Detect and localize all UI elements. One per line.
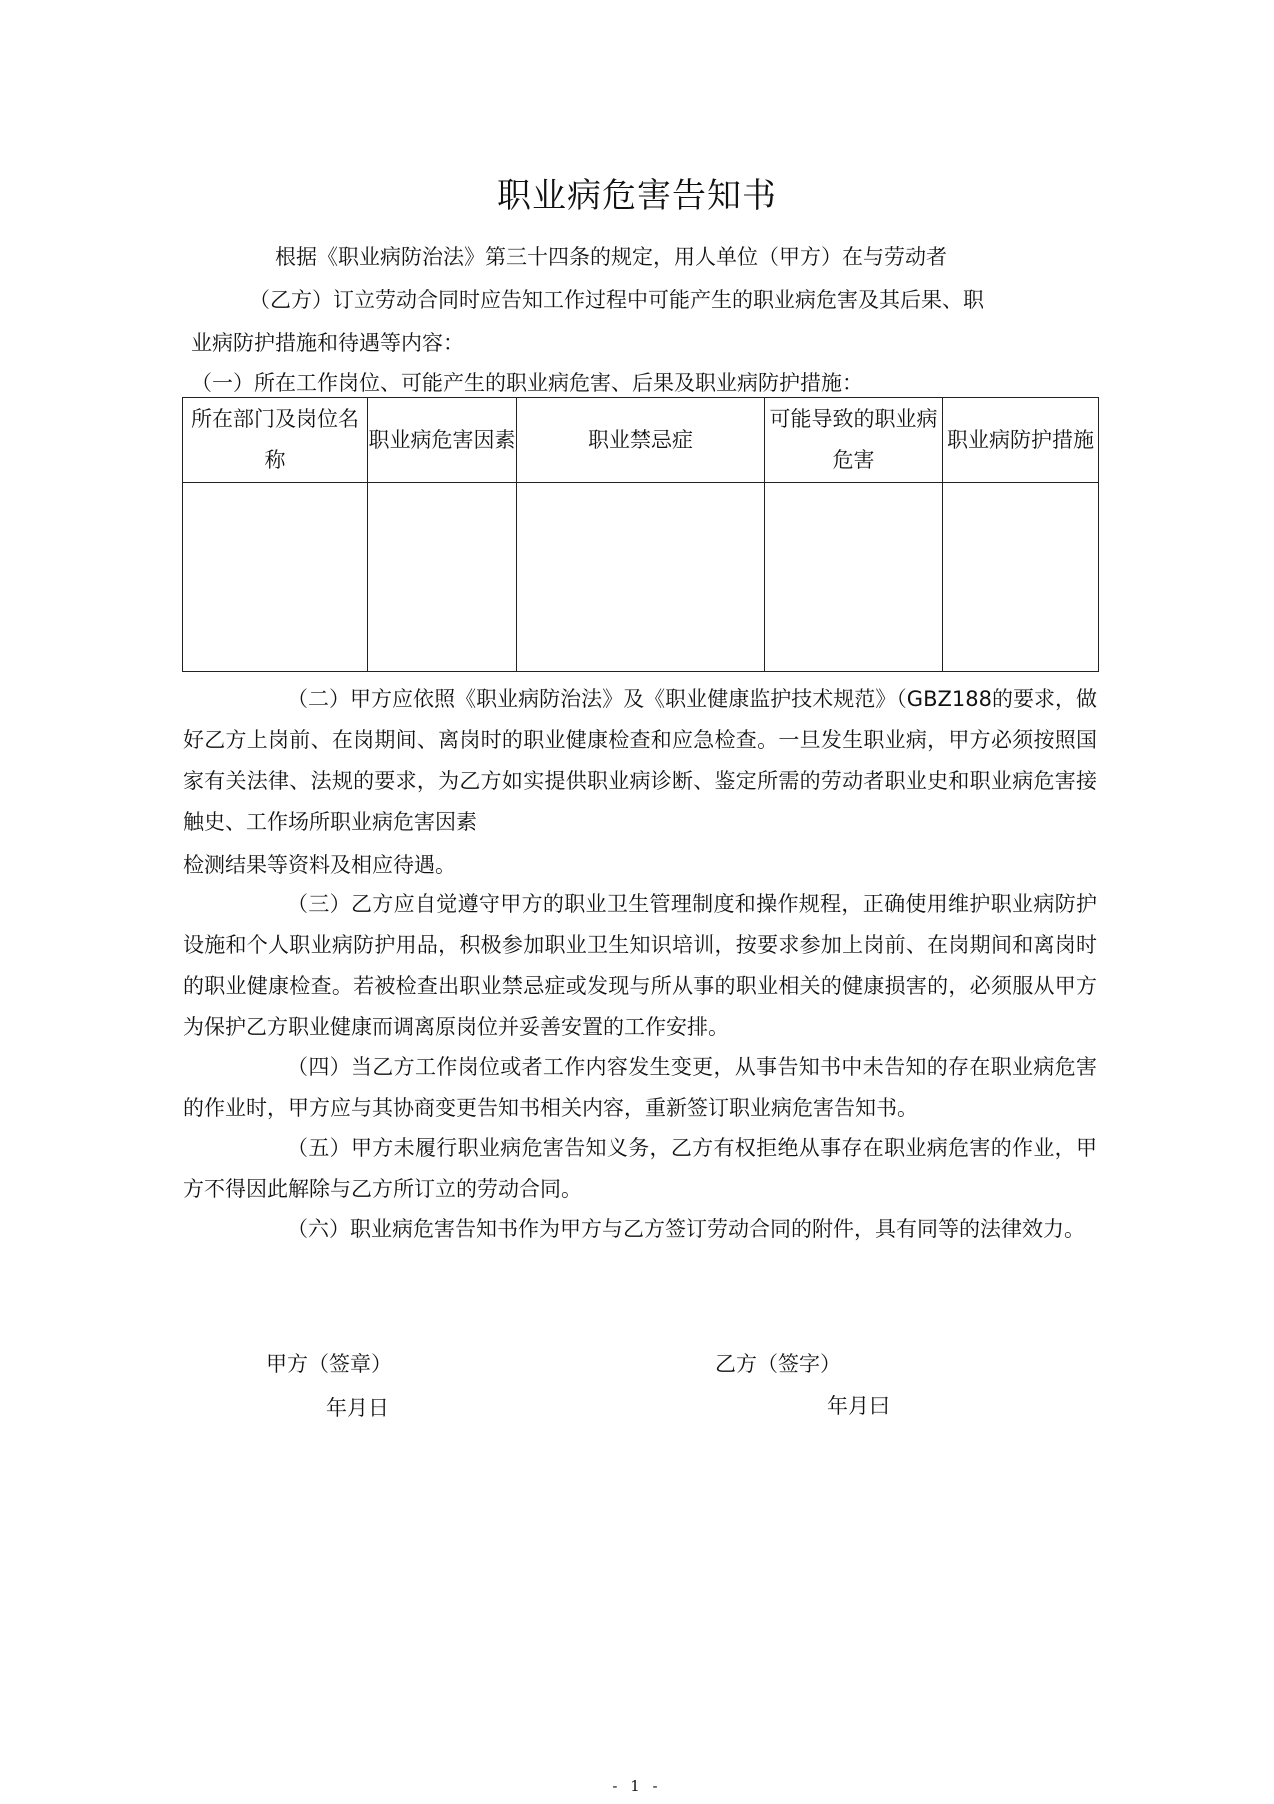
table-cell bbox=[183, 483, 368, 672]
intro-line-2: （乙方）订立劳动合同时应告知工作过程中可能产生的职业病危害及其后果、职 bbox=[249, 288, 984, 312]
section-2-text-b: 的要求，做好乙方上岗前、在岗期间、离岗时的职业健康检查和应急检查。一旦发生职业病，甲方必须按照国家有关法律、法规的要求，为乙方如实提供职业病诊断、鉴定所需的劳动者职业史和职业病危害接触史、工作场所职业病危害因素 bbox=[183, 687, 1098, 834]
standard-code: GBZ188 bbox=[906, 687, 992, 711]
header-protective-measures: 职业病防护措施 bbox=[943, 398, 1099, 483]
section-3-paragraph: （三）乙方应自觉遵守甲方的职业卫生管理制度和操作规程，正确使用维护职业病防护设施和个人职业病防护用品，积极参加职业卫生知识培训，按要求参加上岗前、在岗期间和离岗时的职业健康检查。若被检查出职业禁忌症或发现与所从事的职业相关的健康损害的，必须服从甲方为保护乙方职业健康而调离原岗位并妥善安置的工作安排。 bbox=[183, 892, 1097, 1039]
document-title: 职业病危害告知书 bbox=[497, 176, 777, 216]
table-cell bbox=[368, 483, 517, 672]
party-a-date: 年月日 bbox=[326, 1396, 389, 1420]
table-cell bbox=[517, 483, 765, 672]
section-2-paragraph bbox=[183, 679, 1097, 843]
party-a-signature-label: 甲方（签章） bbox=[266, 1352, 392, 1376]
section-6-paragraph: （六）职业病危害告知书作为甲方与乙方签订劳动合同的附件，具有同等的法律效力。 bbox=[287, 1217, 1085, 1241]
intro-line-3: 业病防护措施和待遇等内容： bbox=[191, 331, 464, 355]
page-number: - 1 - bbox=[612, 1777, 662, 1795]
table-cell bbox=[943, 483, 1099, 672]
header-hazard-factors: 职业病危害因素 bbox=[368, 398, 517, 483]
table-cell bbox=[765, 483, 943, 672]
table-header-row bbox=[183, 398, 1099, 483]
section-2-text-a: （二）甲方应依照《职业病防治法》及《职业健康监护技术规范》（ bbox=[287, 687, 907, 711]
header-department-position: 所在部门及岗位名称 bbox=[183, 398, 368, 483]
party-b-date: 年月曰 bbox=[827, 1394, 890, 1418]
header-contraindications: 职业禁忌症 bbox=[517, 398, 765, 483]
hazard-table bbox=[182, 397, 1099, 672]
section-4-paragraph: （四）当乙方工作岗位或者工作内容发生变更，从事告知书中未告知的存在职业病危害的作业时，甲方应与其协商变更告知书相关内容，重新签订职业病危害告知书。 bbox=[183, 1055, 1097, 1120]
party-b-signature-label: 乙方（签字） bbox=[715, 1352, 841, 1376]
section-1-heading: （一）所在工作岗位、可能产生的职业病危害、后果及职业病防护措施： bbox=[191, 371, 863, 395]
intro-line-1: 根据《职业病防治法》第三十四条的规定，用人单位（甲方）在与劳动者 bbox=[275, 245, 947, 269]
header-possible-diseases: 可能导致的职业病危害 bbox=[765, 398, 943, 483]
section-2-tail: 检测结果等资料及相应待遇。 bbox=[183, 853, 456, 877]
section-5-paragraph: （五）甲方未履行职业病危害告知义务，乙方有权拒绝从事存在职业病危害的作业，甲方不得因此解除与乙方所订立的劳动合同。 bbox=[183, 1136, 1097, 1201]
table-row bbox=[183, 483, 1099, 672]
